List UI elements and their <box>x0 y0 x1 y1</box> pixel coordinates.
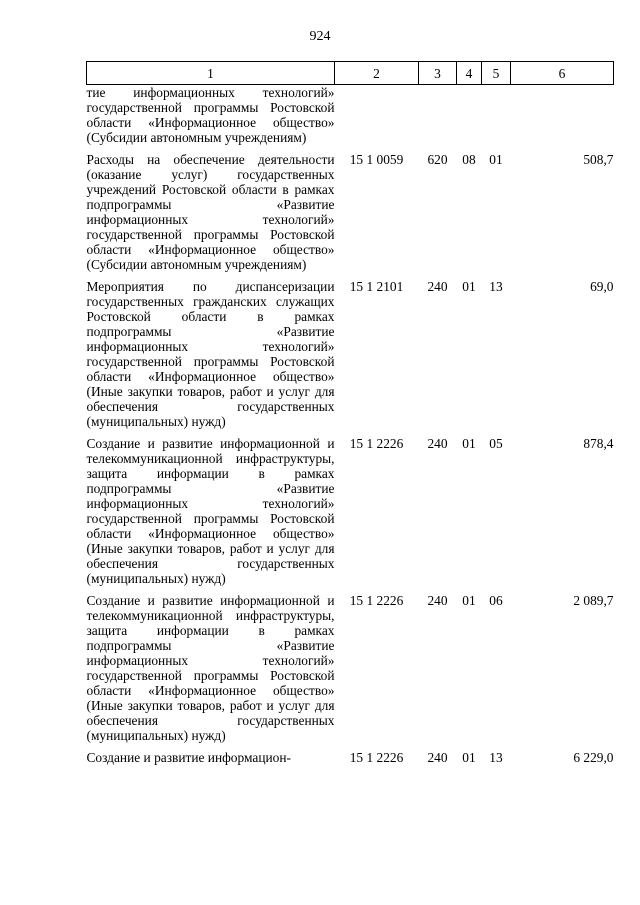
row-section: 01 <box>462 436 476 451</box>
row-description: Создание и развитие информационной и телекоммуникационной инфраструктуры, защита информации в рамках подпрограммы «Развитие информационных технологий» государственной программы Ростовской области «Информационное общество» (Иные закупки товаров, работ и услуг для обеспечения государственных (муниципальных) нужд) <box>86 436 335 586</box>
table-header-row <box>87 62 614 85</box>
row-expense-type <box>419 85 457 153</box>
table-row <box>87 279 614 429</box>
column-header-5: 5 <box>482 62 511 85</box>
table-row <box>87 152 614 272</box>
row-amount: 2 089,7 <box>573 593 614 608</box>
row-target-code: 15 1 2101 <box>349 279 404 294</box>
row-description: Расходы на обеспечение деятельности (оказание услуг) государственных учреждений Ростовской области в рамках подпрограммы «Развитие информационных технологий» государственной программы Ростовской области «Информационное общество» (Субсидии автономным учреждениям) <box>86 152 335 272</box>
row-target-code: 15 1 0059 <box>349 152 404 167</box>
table-row <box>87 750 614 765</box>
column-header-4: 4 <box>457 62 482 85</box>
column-header-3: 3 <box>419 62 457 85</box>
row-expense-type: 240 <box>427 593 448 608</box>
row-target-code: 15 1 2226 <box>349 593 404 608</box>
table-row <box>87 85 614 153</box>
row-subsection: 05 <box>489 436 503 451</box>
table-row <box>87 436 614 586</box>
row-description: Создание и развитие информацион- <box>86 750 291 765</box>
row-amount: 69,0 <box>590 279 614 294</box>
row-subsection: 13 <box>489 279 503 294</box>
row-target-code: 15 1 2226 <box>349 436 404 451</box>
row-expense-type: 620 <box>427 152 448 167</box>
row-description: Создание и развитие информационной и телекоммуникационной инфраструктуры, защита информации в рамках подпрограммы «Развитие информационных технологий» государственной программы Ростовской области «Информационное общество» (Иные закупки товаров, работ и услуг для обеспечения государственных (муниципальных) нужд) <box>86 593 335 743</box>
table-row <box>87 593 614 743</box>
column-header-2: 2 <box>335 62 419 85</box>
row-amount <box>511 85 614 153</box>
row-section: 01 <box>462 279 476 294</box>
column-header-6: 6 <box>511 62 614 85</box>
row-subsection: 01 <box>489 152 503 167</box>
row-amount: 6 229,0 <box>573 750 614 765</box>
column-header-1: 1 <box>87 62 335 85</box>
row-amount: 878,4 <box>583 436 614 451</box>
row-section <box>457 85 482 153</box>
row-subsection: 13 <box>489 750 503 765</box>
row-subsection <box>482 85 511 153</box>
row-target-code <box>335 85 419 153</box>
page-number: 924 <box>309 29 331 44</box>
row-description: Мероприятия по диспансеризации государственных гражданских служащих Ростовской области в рамках подпрограммы «Развитие информационных технологий» государственной программы Ростовской области «Информационное общество» (Иные закупки товаров, работ и услуг для обеспечения государственных (муниципальных) нужд) <box>86 279 335 429</box>
row-expense-type: 240 <box>427 436 448 451</box>
row-subsection: 06 <box>489 593 503 608</box>
row-section: 08 <box>462 152 476 167</box>
row-section: 01 <box>462 593 476 608</box>
row-expense-type: 240 <box>427 279 448 294</box>
row-expense-type: 240 <box>427 750 448 765</box>
budget-table <box>86 61 614 765</box>
row-target-code: 15 1 2226 <box>349 750 404 765</box>
row-section: 01 <box>462 750 476 765</box>
row-description: тие информационных технологий» государственной программы Ростовской области «Информационное общество» (Субсидии автономным учреждениям) <box>86 85 335 145</box>
row-amount: 508,7 <box>583 152 614 167</box>
